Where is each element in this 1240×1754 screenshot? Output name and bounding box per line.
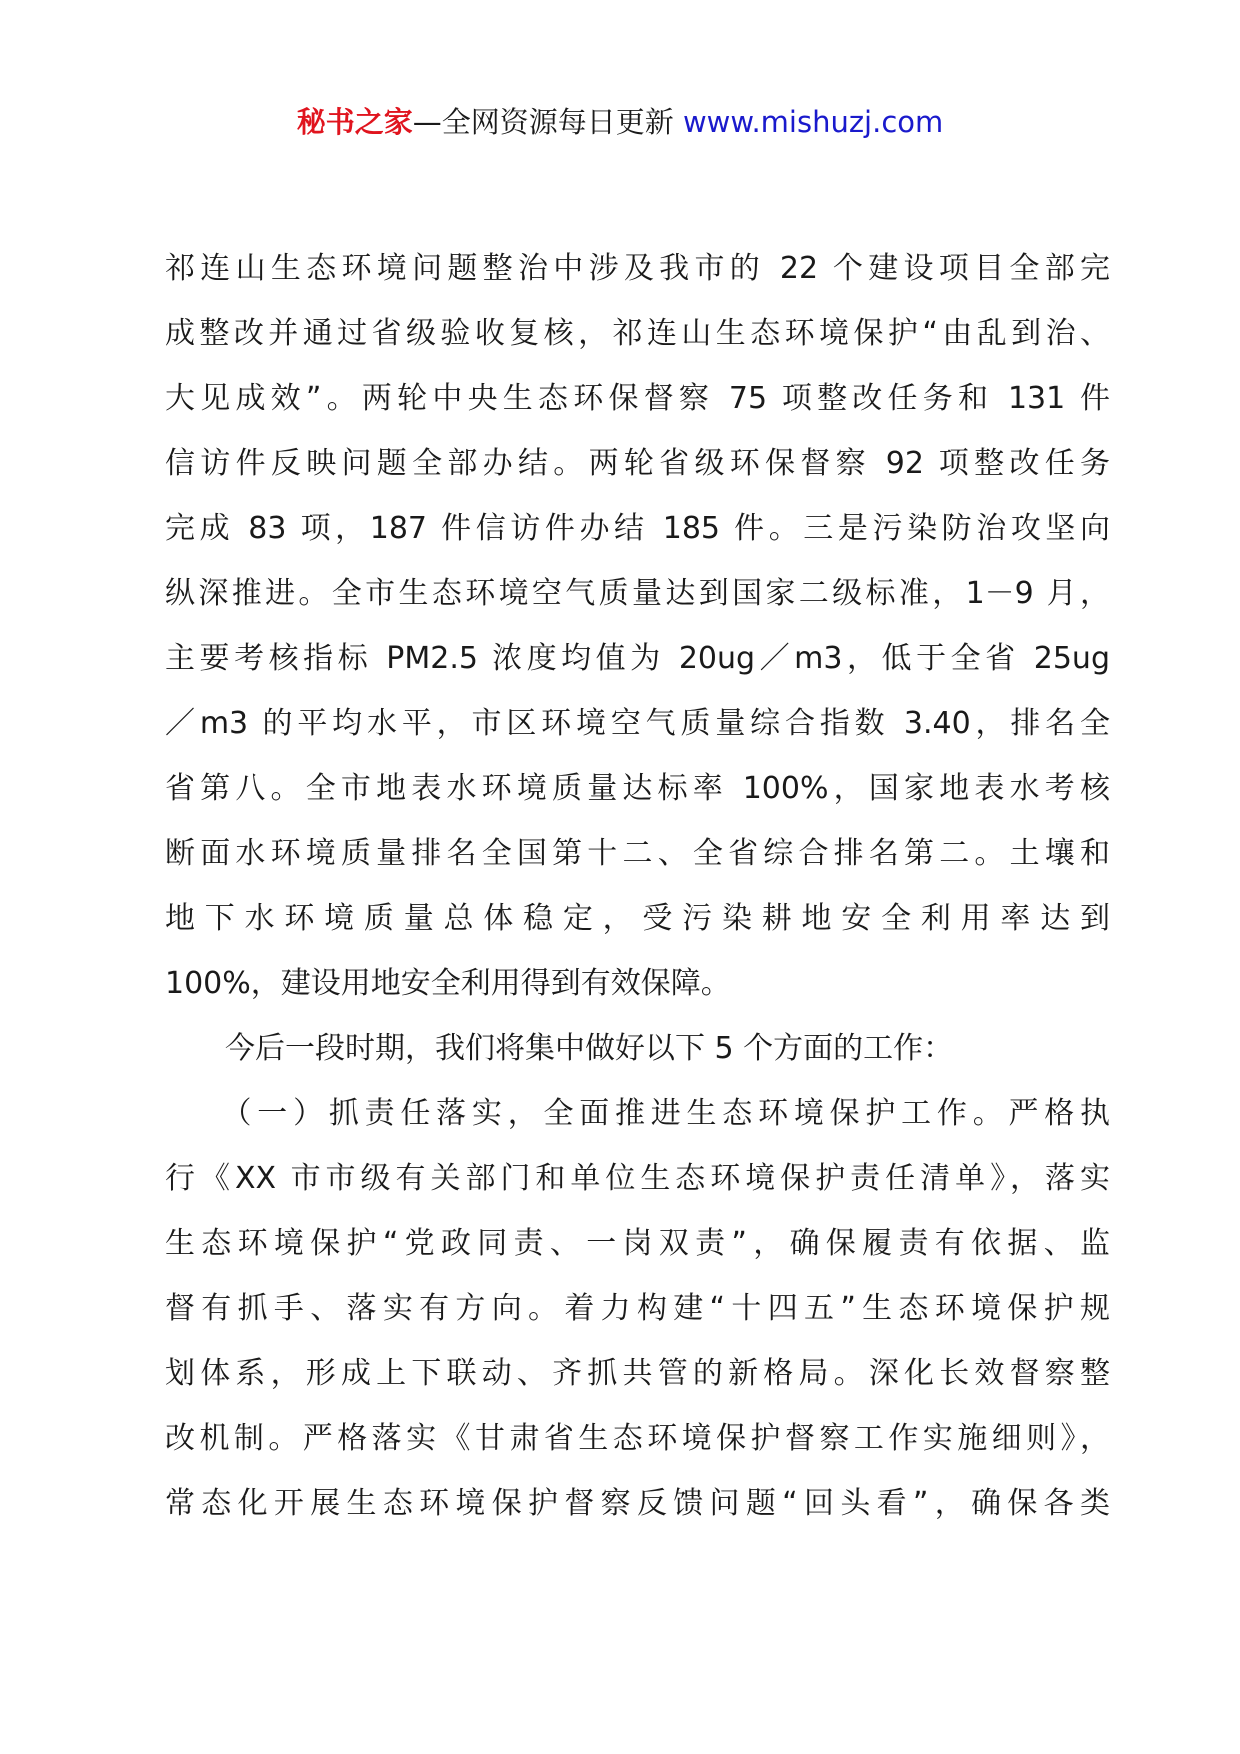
text-line: 主要考核指标 PM2.5 浓度均值为 20ug／m3，低于全省 25ug bbox=[165, 641, 1110, 676]
text-line: 完成 83 项，187 件信访件办结 185 件。三是污染防治攻坚向 bbox=[165, 511, 1110, 546]
text-line: 祁连山生态环境问题整治中涉及我市的 22 个建设项目全部完 bbox=[165, 251, 1110, 286]
text-line: 督有抓手、落实有方向。着力构建“十四五”生态环境保护规 bbox=[165, 1291, 1110, 1326]
brand-name: 秘书之家 bbox=[296, 105, 413, 139]
text-line: 地下水环境质量总体稳定，受污染耕地安全利用率达到 bbox=[165, 901, 1110, 936]
text-line: 100%，建设用地安全利用得到有效保障。 bbox=[165, 966, 731, 1001]
text-line: 改机制。严格落实《甘肃省生态环境保护督察工作实施细则》， bbox=[165, 1421, 1110, 1456]
text-line: 生态环境保护“党政同责、一岗双责”，确保履责有依据、监 bbox=[165, 1226, 1110, 1261]
document-body bbox=[165, 236, 1110, 1536]
text-line: 行《XX 市市级有关部门和单位生态环境保护责任清单》，落实 bbox=[165, 1161, 1110, 1196]
text-line: 省第八。全市地表水环境质量达标率 100%，国家地表水考核 bbox=[165, 771, 1110, 806]
text-line: （一）抓责任落实，全面推进生态环境保护工作。严格执 bbox=[165, 1096, 1110, 1131]
header-slogan: —全网资源每日更新 bbox=[412, 105, 674, 139]
site-url-link[interactable]: www.mishuzj.com bbox=[682, 105, 944, 139]
text-line: 大见成效”。两轮中央生态环保督察 75 项整改任务和 131 件 bbox=[165, 381, 1110, 416]
text-line: 划体系，形成上下联动、齐抓共管的新格局。深化长效督察整 bbox=[165, 1356, 1110, 1391]
text-line: 今后一段时期，我们将集中做好以下 5 个方面的工作： bbox=[165, 1031, 954, 1066]
text-line: 信访件反映问题全部办结。两轮省级环保督察 92 项整改任务 bbox=[165, 446, 1110, 481]
text-line: 常态化开展生态环境保护督察反馈问题“回头看”，确保各类 bbox=[165, 1486, 1110, 1521]
text-line: 断面水环境质量排名全国第十二、全省综合排名第二。土壤和 bbox=[165, 836, 1110, 871]
text-line: ／m3 的平均水平，市区环境空气质量综合指数 3.40，排名全 bbox=[165, 706, 1110, 741]
text-line: 纵深推进。全市生态环境空气质量达到国家二级标准，1－9 月， bbox=[165, 576, 1110, 611]
text-line: 成整改并通过省级验收复核，祁连山生态环境保护“由乱到治、 bbox=[165, 316, 1110, 351]
page-header bbox=[0, 100, 1240, 144]
